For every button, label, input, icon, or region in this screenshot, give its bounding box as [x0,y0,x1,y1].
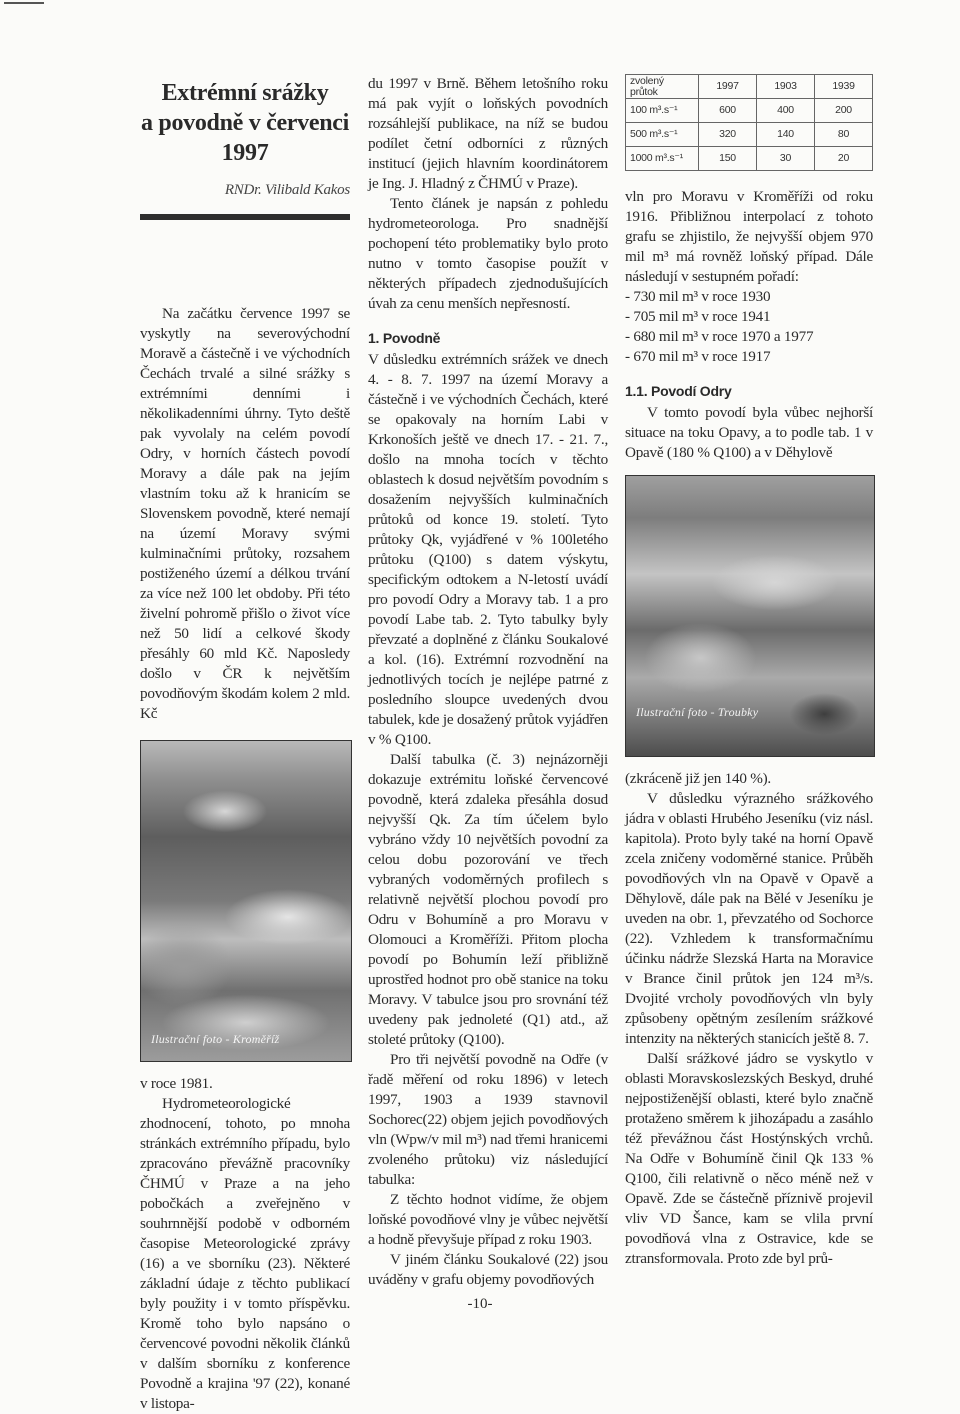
title-line-3: 1997 [221,140,269,166]
author: RNDr. Vilibald Kakos [224,182,350,198]
table-cell: 20 [815,147,873,171]
flood-volume-table [625,74,873,171]
corner-mark [4,2,44,4]
table-cell: 320 [699,123,757,147]
paragraph: vln pro Moravu v Kroměříži od roku 1916. Přibližnou interpolací z tohoto grafu se zhjistilo, že nejvyšší objem 970 mil m³ má rovněž loňský případ. Dále následují v sestupném pořadí: [625,188,873,285]
title-rule [140,214,350,220]
paragraph: V důsledku extrémních srážek ve dnech 4. - 8. 7. 1997 na území Moravy a částečně i ve východních Čechách, které se opakovaly na horním Labi v Krkonoších ještě ve dnech 17. - 21. 7., došlo na mnoha tocích v těchto oblastech k dosud největším povodním s dosažením nejvyšších kulminačních průtoků od konce 19. století. Tyto průtoky Qk, vyjádřené v % 100letého průtoku (Q100) s datem výskytu, specifickým odtokem a N-letostí uvádí pro povodí Odry a Moravy tab. 1 a pro povodí Labe tab. 2. Tyto tabulky byly převzaté a doplněné z článku Soukalové a kol. (16). Extrémní rozvodnění na jednotlivých tocích je nejlépe patrné z posledního sloupce uvedených dvou tabulek, kde je dosažený průtok vyjádřen v % Q100. [368,351,608,748]
table-cell: 600 [699,99,757,123]
table-row [626,123,873,147]
photo-caption: Ilustrační foto - Kroměříž [151,1032,280,1046]
column-3 [625,74,873,1269]
table-row [626,147,873,171]
list-item: - 680 mil m³ v roce 1970 a 1977 [625,328,814,345]
article-title [140,78,350,168]
paragraph: Hydrometeorologické zhodnocení, tohoto, po mnoha stránkách extrémního případu, bylo zpracováno převážně pracovníky ČHMÚ v Praze a na jeho pobočkách a zveřejněno v souhrnnější podobě v odborném časopise Meteorologické zprávy (16) a ve sborníku (23). Některé základní údaje z těchto publikací byly použity i v tomto příspěvku. Kromě toho bylo napsáno o červencové povodni několik článků v dalším sborníku z konference Povodně a krajina '97 (22), konané v listopa- [140,1095,350,1412]
title-line-2: a povodně v červenci [141,110,349,136]
paragraph: Pro tři největší povodně na Odře (v řadě měření od roku 1896) v letech 1997, 1903 a 1939 stavnovil Sochorec(22) objem jejich povodňových vln (Wpw/v mil m³) nad třemi hranicemi zvoleného průtoku) viz následující tabulka: [368,1051,608,1188]
paragraph: Další tabulka (č. 3) nejnázorněji dokazuje extrémitu loňské červencové povodně, která zdaleka přesáhla dosud nejvyšší Qk. Za tím účelem bylo vybráno vždy 10 největších povodní za celou dobu pozorování ve třech vybraných vodoměrných profilech s relativně největší plochou povodí pro Odru v Bohumíně a pro Moravu v Olomouci a Kroměříži. Přitom plocha povodí po Bohumín leží přibližně uprostřed hodnot pro obě stanice na toku Moravy. V tabulce jsou pro srovnání též uvedeny pak jednoleté (Q1) atd., až stoleté průtoky (Q100). [368,751,608,1048]
table-header-row [626,75,873,99]
list-item: - 730 mil m³ v roce 1930 [625,288,771,305]
list-item: - 670 mil m³ v roce 1917 [625,348,771,365]
column-2 [368,74,608,1290]
table-header-cell: 1997 [699,75,757,99]
table-cell: 100 m³.s⁻¹ [626,99,699,123]
table-cell: 140 [757,123,815,147]
paragraph: Další srážkové jádro se vyskytlo v oblasti Moravskoslezských Beskyd, druhé nejpostiženější oblasti, které bylo značně protaženo směrem k jihozápadu a zasáhlo též převážnou část Hostýnských vrchů. Na Odře v Bohumíně činil Qk 133 % Q100, čili relativně o něco méně než v Opavě. Zde se částečně příznivě projevil vliv VD Šance, kam se vlila první povodňová vlna z Ostravice, kde se ztransformovala. Proto zde byl prů- [625,1050,873,1267]
table-cell: 30 [757,147,815,171]
table-cell: 500 m³.s⁻¹ [626,123,699,147]
table-cell: 1000 m³.s⁻¹ [626,147,699,171]
paragraph: V tomto povodí byla vůbec nejhorší situace na toku Opavy, a to podle tab. 1 v Opavě (180 % Q100) a v Děhylově [625,404,873,461]
table-cell: 150 [699,147,757,171]
table-cell: 80 [815,123,873,147]
table-cell: 400 [757,99,815,123]
section-heading: 1. Povodně [368,330,441,346]
table-header-cell: 1903 [757,75,815,99]
page-number: -10- [467,1296,493,1312]
table-header-cell: zvolený průtok [626,75,699,99]
paragraph: Z těchto hodnot vidíme, že objem loňské povodňové vlny je vůbec největší a hodně převyšuje případ z roku 1903. [368,1191,608,1248]
table-header-cell: 1939 [815,75,873,99]
table-cell: 200 [815,99,873,123]
paragraph-continuation: v roce 1981. [140,1075,213,1092]
illustration-photo-troubky [625,475,875,757]
paragraph: Tento článek je napsán z pohledu hydrometeorologa. Pro snadnější pochopení této problematiky bylo proto nutno v tomto časopise použít v některých případech zjednodušujících úvah za cenu menších nepřesností. [368,195,608,312]
column-1 [140,68,350,1414]
intro-paragraph: Na začátku července 1997 se vyskytly na severovýchodní Moravě a částečně i ve východních Čechách trvalé a silné srážky s extrémními denními i několikadenními úhrny. Tyto deště pak vyvolaly na celém povodí Odry, v horních částech povodí Moravy a dále pak na jejím vlastním toku až k hranicím se Slovenskem povodně, které nemají na území Moravy svými kulminačními průtoky, rozsahem postiženého území a délkou trvání za více než 100 let obdoby. Při této živelní pohromě přišlo o život více než 50 lidí a celkové škody přesáhly 60 mld Kč. Naposledy došlo v ČR k největším povodňovým škodám kolem 2 mld. Kč [140,305,350,722]
illustration-photo-kromeriz [140,740,352,1062]
paragraph: V jiném článku Soukalové (22) jsou uváděny v grafu objemy povodňových [368,1251,608,1288]
photo-caption: Ilustrační foto - Troubky [636,705,759,719]
paragraph: du 1997 v Brně. Během letošního roku má pak vyjít o loňských povodních rozsáhlejší publikace, na níž se budou podílet četní odborníci z různých institucí (jejich hlavním koordinátorem je Ing. J. Hladný z ČHMÚ v Praze). [368,75,608,192]
paragraph: V důsledku výrazného srážkového jádra v oblasti Hrubého Jeseníku (viz násl. kapitola). Proto byly také na horní Opavě zcela zničeny vodoměrné stanice. Průběh povodňových vln na Opavě v Opavě a Děhylově, dále pak na Bělé v Jeseníku je uveden na obr. 1, převzatého od Sochorce (22). Vzhledem k transformačnímu účinku nádrže Slezská Harta na Moravice v Brance činil průtok jen 124 m³/s. Dvojité vrcholy povodňových vln byly způsobeny opětným zesílením srážkové intenzity na některých stanicích ještě 8. 7. [625,790,873,1047]
section-heading: 1.1. Povodí Odry [625,383,732,399]
title-line-1: Extrémní srážky [161,80,329,106]
table-row [626,99,873,123]
paragraph: (zkráceně již jen 140 %). [625,770,771,787]
list-item: - 705 mil m³ v roce 1941 [625,308,771,325]
